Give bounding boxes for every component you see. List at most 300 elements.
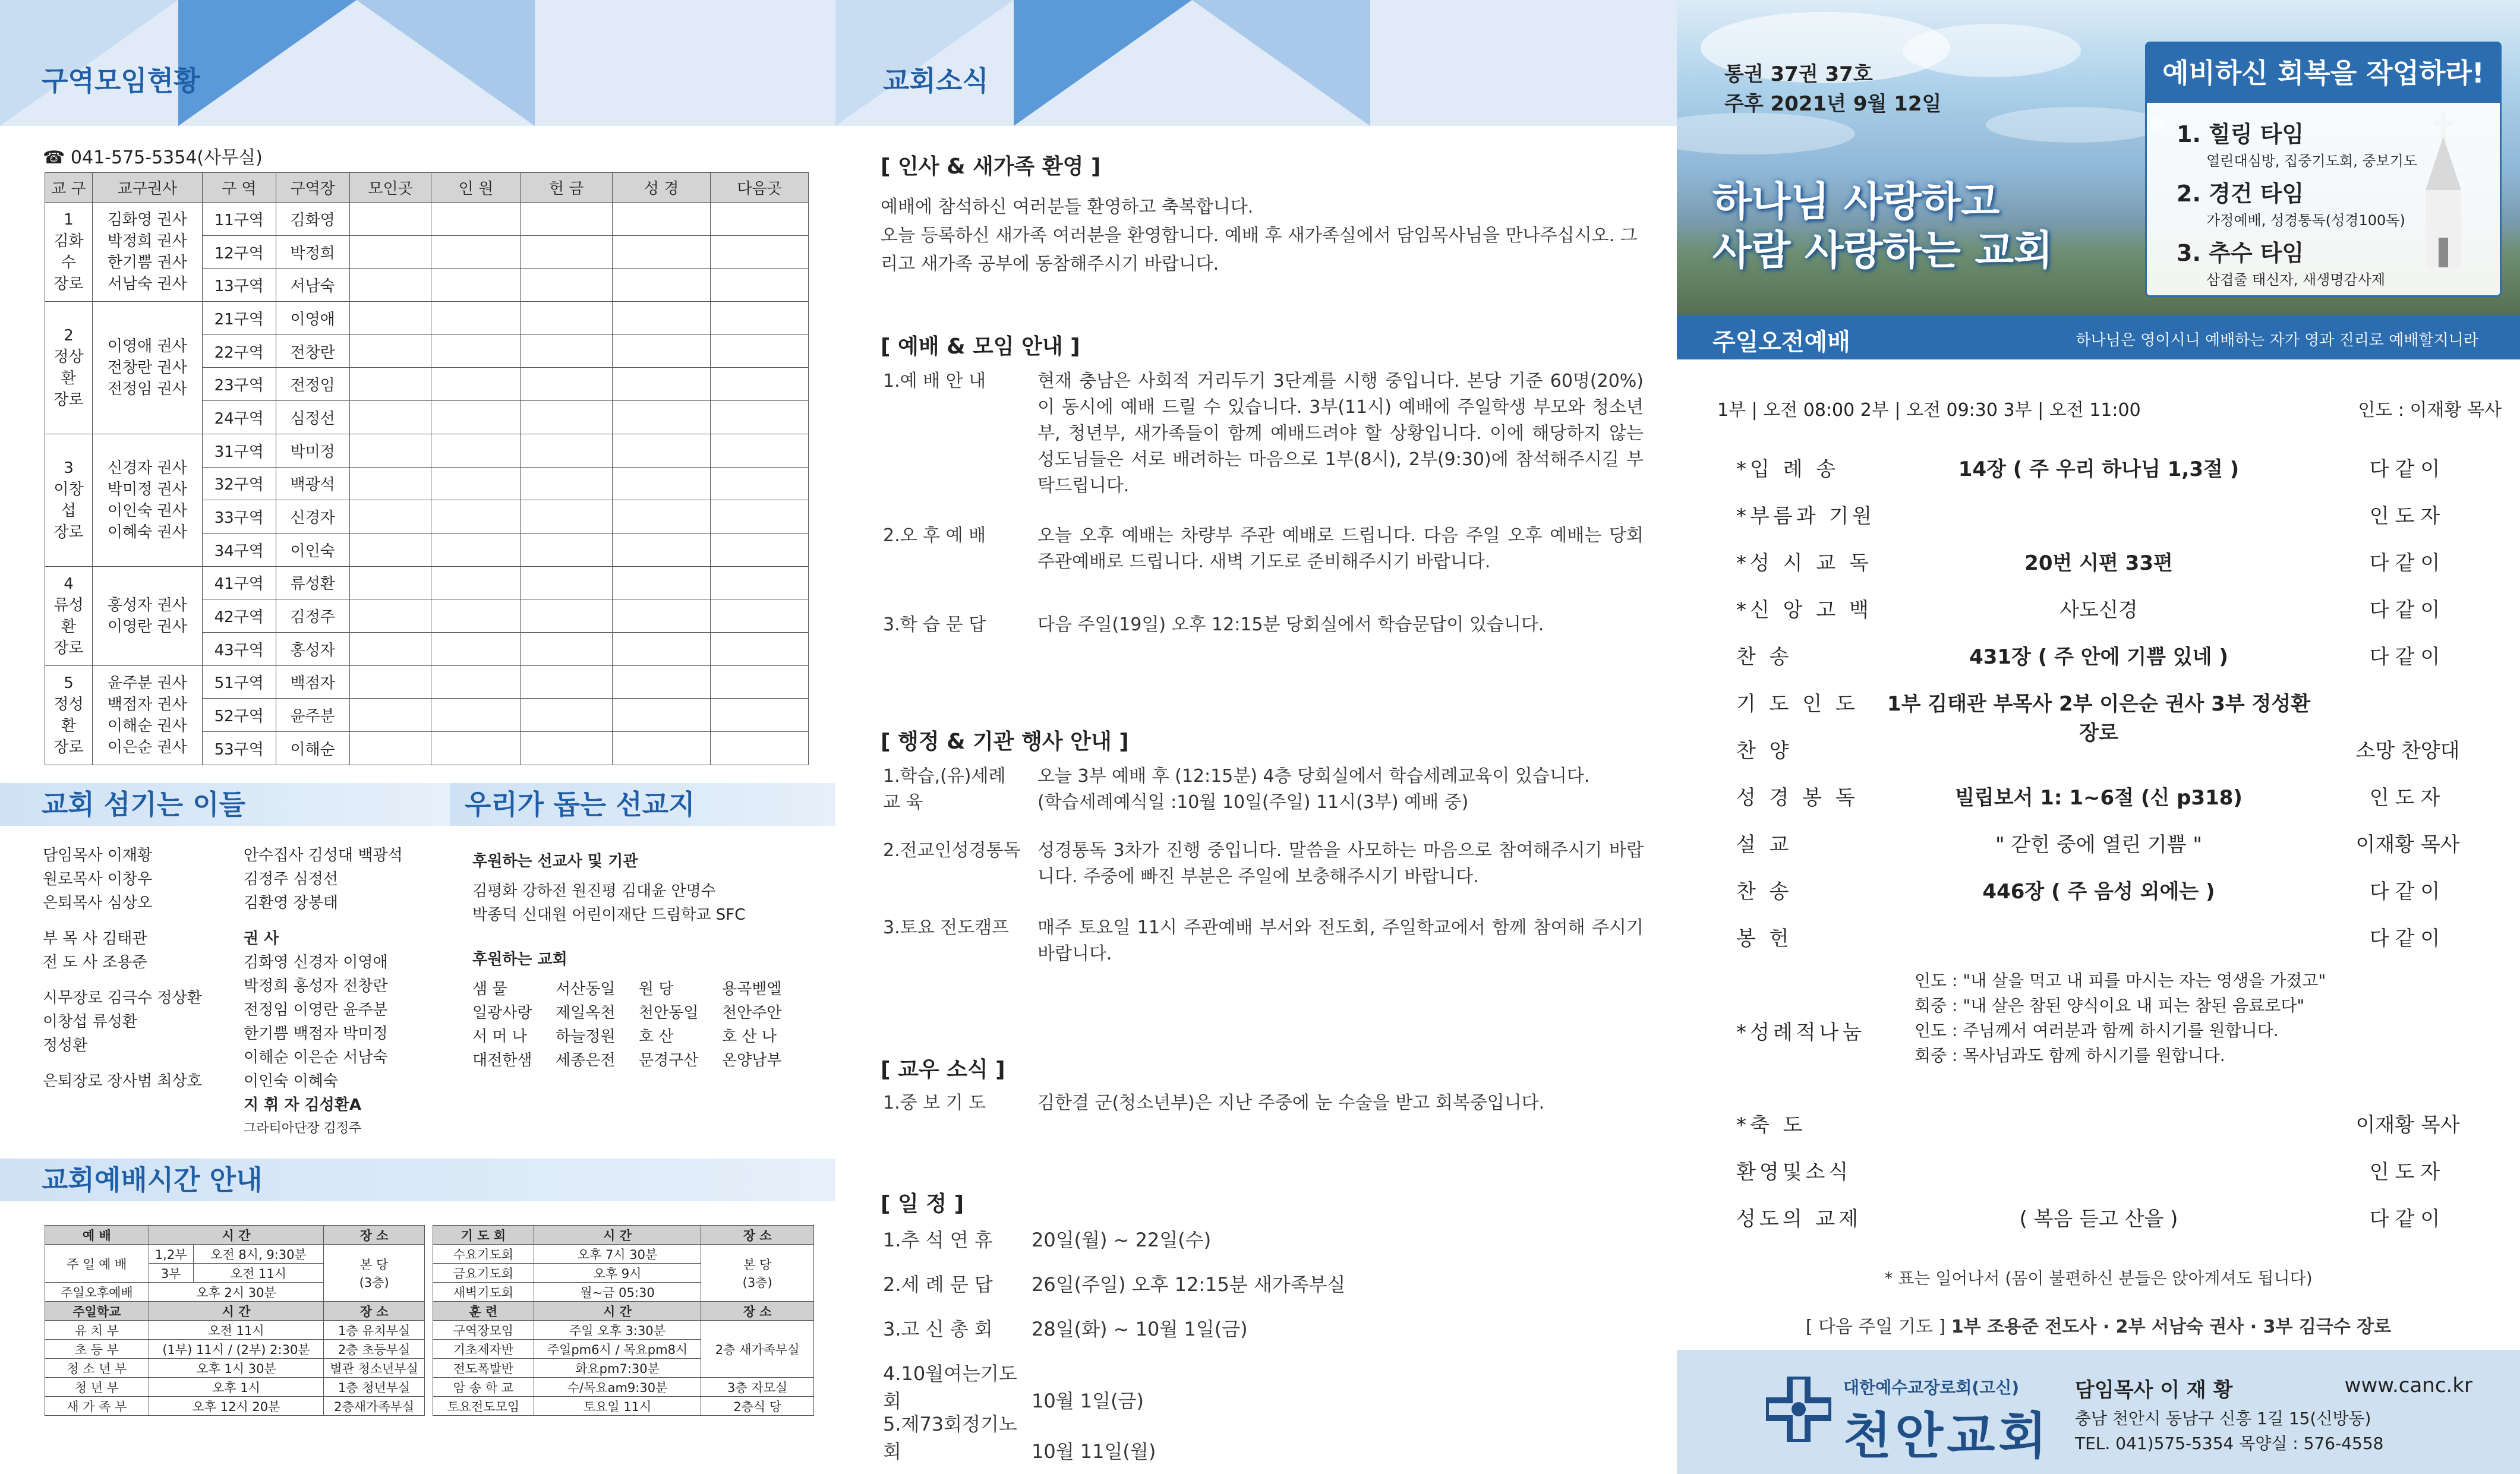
order-content: 사도신경 bbox=[2059, 598, 2138, 622]
cell-leader: 전창란 bbox=[276, 334, 349, 368]
district-leader-line: 류성환 bbox=[53, 596, 84, 636]
times-head: 장 소 bbox=[324, 1226, 425, 1245]
order-row bbox=[1677, 594, 2520, 623]
blank-cell[interactable] bbox=[349, 665, 431, 699]
blank-cell[interactable] bbox=[431, 401, 521, 434]
motto-item-3: 3. 추수 타임 bbox=[2177, 240, 2304, 266]
schedule-label: 2.세 례 문 답 bbox=[883, 1273, 993, 1296]
times-title: 교회예배시간 안내 bbox=[42, 1164, 263, 1196]
times-row bbox=[45, 1397, 425, 1416]
cell-group: 23구역 bbox=[202, 368, 276, 401]
prayer-times-table bbox=[433, 1225, 814, 1416]
district-title: 구역모임현황 bbox=[42, 65, 200, 97]
blank-cell[interactable] bbox=[613, 533, 711, 566]
schedule-heading: [ 일 정 ] bbox=[881, 1192, 964, 1216]
serve-section-bar bbox=[0, 783, 450, 826]
dist-header-cell: 헌 금 bbox=[521, 173, 613, 203]
order-content: 431장 ( 주 안에 기쁨 있네 ) bbox=[1969, 645, 2228, 669]
times-name: 주일오후예배 bbox=[45, 1283, 149, 1302]
supported-church: 샘 물 bbox=[472, 980, 507, 998]
cell-leader: 이인숙 bbox=[276, 533, 349, 566]
district-row bbox=[45, 665, 809, 699]
schedule-value: 10월 11일(월) bbox=[1032, 1440, 1156, 1463]
times-place: 본 당 (3층) bbox=[324, 1245, 425, 1302]
news-item bbox=[883, 915, 1644, 967]
blank-cell[interactable] bbox=[521, 732, 613, 765]
district-leader-line: 장로 bbox=[53, 275, 84, 293]
blank-cell[interactable] bbox=[431, 434, 521, 467]
order-content: 20번 시편 33편 bbox=[2024, 551, 2173, 575]
order-leader: 다같이 bbox=[2369, 645, 2446, 669]
news-item-text: 현재 충남은 사회적 거리두기 3단계를 시행 중입니다. 본당 기준 60명(20%)이 동시에 예배 드릴 수 있습니다. 3부(11시) 예배에 주일학생 부모와 청소년부, 청년부, 새가족들이 함께 예배드려야 할 상황입니다. 이에 해당하지 않는 성도님들은 서로 배려하는 마음으로 1부(8시), 2부(9:30)에 참석해주시길 부탁드립니다. bbox=[1037, 371, 1644, 496]
times-time: 오후 2시 30분 bbox=[149, 1283, 324, 1302]
staff-line: 한기쁨 백점자 박미정 bbox=[244, 1025, 388, 1043]
district-leader bbox=[45, 434, 93, 566]
times-time: 오전 8시, 9:30분 bbox=[193, 1245, 324, 1264]
blank-cell[interactable] bbox=[521, 203, 613, 236]
issue-volume: 통권 37권 37호 bbox=[1724, 62, 1873, 86]
mission-head-1: 후원하는 선교사 및 기관 bbox=[472, 853, 638, 870]
blank-cell[interactable] bbox=[349, 203, 431, 236]
district-member: 윤주분 권사 bbox=[107, 674, 187, 692]
times-time: 오후 1시 30분 bbox=[149, 1359, 324, 1378]
district-leader bbox=[45, 302, 93, 434]
order-item: *입 례 송 bbox=[1736, 457, 1840, 481]
supported-church: 원 당 bbox=[639, 980, 674, 998]
blank-cell[interactable] bbox=[431, 500, 521, 534]
stand-note: * 표는 일어나서 (몸이 불편하신 분들은 앉아계셔도 됩니다) bbox=[1884, 1268, 2313, 1288]
blank-cell[interactable] bbox=[349, 732, 431, 765]
district-leader-line: 5 bbox=[64, 674, 74, 692]
blank-cell[interactable] bbox=[431, 269, 521, 302]
dist-header-cell: 교구권사 bbox=[92, 173, 202, 203]
pastor-name: 담임목사 이 재 황 bbox=[2075, 1378, 2233, 1402]
district-member: 박정희 권사 bbox=[107, 232, 187, 251]
blank-cell[interactable] bbox=[711, 334, 809, 368]
blank-cell[interactable] bbox=[711, 665, 809, 699]
district-leader-line: 장로 bbox=[53, 390, 84, 409]
blank-cell[interactable] bbox=[521, 599, 613, 633]
slogan-line-2: 사람 사랑하는 교회 bbox=[1712, 228, 2053, 274]
blank-cell[interactable] bbox=[431, 467, 521, 500]
blank-cell[interactable] bbox=[431, 334, 521, 368]
times-name: 토요전도모임 bbox=[433, 1397, 534, 1416]
district-leader-line: 장로 bbox=[53, 639, 84, 657]
blank-cell[interactable] bbox=[711, 401, 809, 434]
supported-church: 서산동일 bbox=[556, 980, 616, 998]
staff-line: 담임목사 이재황 bbox=[43, 847, 153, 864]
times-place: 1층 청년부실 bbox=[324, 1378, 425, 1397]
blank-cell[interactable] bbox=[431, 599, 521, 633]
blank-cell[interactable] bbox=[521, 334, 613, 368]
order-leader: 다같이 bbox=[2369, 598, 2446, 622]
times-time: 수/목요am9:30분 bbox=[534, 1378, 701, 1397]
schedule-label: 5.제73회정기노회 bbox=[883, 1413, 1017, 1463]
blank-cell[interactable] bbox=[521, 401, 613, 434]
blank-cell[interactable] bbox=[521, 302, 613, 335]
blank-cell[interactable] bbox=[349, 599, 431, 633]
church-slogan bbox=[1712, 178, 2053, 276]
blank-cell[interactable] bbox=[613, 368, 711, 401]
times-header-row bbox=[45, 1226, 425, 1245]
staff-list-1 bbox=[43, 844, 239, 1093]
blank-cell[interactable] bbox=[431, 203, 521, 236]
blank-cell[interactable] bbox=[711, 500, 809, 534]
supported-church: 대전한샘 bbox=[472, 1052, 532, 1069]
staff-line bbox=[43, 1058, 239, 1069]
denomination: 대한예수교장로회(고신) bbox=[1843, 1378, 2020, 1397]
staff-line: 안수집사 김성대 백광석 bbox=[244, 847, 403, 864]
order-row bbox=[1677, 828, 2520, 858]
communion-line: 회중 : 목사님과도 함께 하시기를 원합니다. bbox=[1915, 1046, 2225, 1065]
blank-cell[interactable] bbox=[613, 203, 711, 236]
blank-cell[interactable] bbox=[613, 334, 711, 368]
blank-cell[interactable] bbox=[613, 732, 711, 765]
cell-leader: 류성환 bbox=[276, 566, 349, 599]
cell-group: 22구역 bbox=[202, 334, 276, 368]
blank-cell[interactable] bbox=[711, 467, 809, 500]
times-name: 전도폭발반 bbox=[433, 1359, 534, 1378]
times-time: (1부) 11시 / (2부) 2:30분 bbox=[149, 1340, 324, 1359]
supported-church: 용곡벧엘 bbox=[722, 980, 782, 998]
district-leader bbox=[45, 665, 93, 765]
cell-leader: 서남숙 bbox=[276, 269, 349, 302]
times-time: 주일 오후 3:30분 bbox=[534, 1321, 701, 1340]
blank-cell[interactable] bbox=[521, 368, 613, 401]
district-leader-line: 장로 bbox=[53, 738, 84, 756]
blank-cell[interactable] bbox=[521, 632, 613, 665]
district-row bbox=[45, 203, 809, 236]
news-item-label: 1.학습,(유)세례 교 육 bbox=[883, 766, 1006, 813]
district-member: 이영란 권사 bbox=[107, 617, 187, 636]
times-row bbox=[45, 1321, 425, 1340]
cell-group: 51구역 bbox=[202, 665, 276, 699]
order-row bbox=[1677, 1156, 2520, 1185]
motto-head: 예비하신 회복을 작업하라! bbox=[2147, 43, 2500, 103]
cell-group: 52구역 bbox=[202, 699, 276, 732]
blank-cell[interactable] bbox=[431, 533, 521, 566]
communion-label: *성례적나눔 bbox=[1736, 1021, 1866, 1044]
supported-church: 천안동일 bbox=[639, 1004, 699, 1022]
cell-group: 11구역 bbox=[202, 203, 276, 236]
staff-line: 김화영 신경자 이영애 bbox=[244, 954, 388, 971]
staff-line: 부 목 사 김태관 bbox=[43, 930, 147, 948]
news-item bbox=[883, 1090, 1644, 1116]
dist-header-cell: 구 역 bbox=[202, 173, 276, 203]
blank-cell[interactable] bbox=[613, 467, 711, 500]
blank-cell[interactable] bbox=[711, 269, 809, 302]
supported-church: 온양남부 bbox=[722, 1052, 782, 1069]
staff-line: 은퇴장로 장사범 최상호 bbox=[43, 1072, 202, 1090]
order-leader: 다같이 bbox=[2369, 551, 2446, 575]
staff-line: 전 도 사 조용준 bbox=[43, 954, 147, 971]
staff-line: 시무장로 김극수 정상환 bbox=[43, 989, 202, 1007]
blank-cell[interactable] bbox=[349, 566, 431, 599]
blank-cell[interactable] bbox=[431, 699, 521, 732]
schedule-label: 1.추 석 연 휴 bbox=[883, 1229, 993, 1251]
blank-cell[interactable] bbox=[521, 533, 613, 566]
times-time: 오전 11시 bbox=[193, 1264, 324, 1283]
schedule-label: 4.10월여는기도회 bbox=[883, 1362, 1017, 1412]
district-members bbox=[92, 203, 202, 302]
schedule-item bbox=[883, 1270, 1345, 1297]
district-member: 신경자 권사 bbox=[107, 459, 187, 477]
blank-cell[interactable] bbox=[431, 665, 521, 699]
staff-line: 원로목사 이창우 bbox=[43, 870, 153, 888]
district-leader-line: 정성환 bbox=[53, 695, 84, 735]
service-title: 주일오전예배 bbox=[1712, 329, 1850, 356]
church-address bbox=[2075, 1406, 2383, 1456]
blank-cell[interactable] bbox=[431, 732, 521, 765]
church-icon bbox=[2408, 113, 2479, 267]
times-head: 시 간 bbox=[534, 1302, 701, 1321]
website-link[interactable]: www.canc.kr bbox=[2344, 1374, 2472, 1397]
blank-cell[interactable] bbox=[711, 203, 809, 236]
service-leader: 인도 : 이재황 목사 bbox=[2358, 400, 2502, 421]
communion-line: 인도 : "내 살을 먹고 내 피를 마시는 자는 영생을 가졌고" bbox=[1915, 971, 2326, 990]
staff-line: 권 사 bbox=[244, 930, 279, 948]
blank-cell[interactable] bbox=[349, 500, 431, 534]
times-time: 오후 12시 20분 bbox=[149, 1397, 324, 1416]
staff-line: 이인숙 이혜숙 bbox=[244, 1072, 338, 1090]
district-member: 백점자 권사 bbox=[107, 695, 187, 714]
blank-cell[interactable] bbox=[349, 467, 431, 500]
times-name: 새벽기도회 bbox=[433, 1283, 534, 1302]
times-name: 기초제자반 bbox=[433, 1340, 534, 1359]
blank-cell[interactable] bbox=[349, 434, 431, 467]
members-heading: [ 교우 소식 ] bbox=[881, 1058, 1005, 1082]
blank-cell[interactable] bbox=[349, 334, 431, 368]
address-line: 충남 천안시 동남구 신흥 1길 15(신방동) bbox=[2075, 1409, 2371, 1428]
cell-leader: 윤주분 bbox=[276, 699, 349, 732]
blank-cell[interactable] bbox=[711, 368, 809, 401]
news-item-label: 3.토요 전도캠프 bbox=[883, 917, 1010, 938]
motto-sub-2: 가정예배, 성경통독(성경100독) bbox=[2206, 212, 2405, 229]
blank-cell[interactable] bbox=[521, 434, 613, 467]
order-item: 찬 양 bbox=[1736, 739, 1793, 763]
blank-cell[interactable] bbox=[711, 235, 809, 269]
blank-cell[interactable] bbox=[613, 699, 711, 732]
blank-cell[interactable] bbox=[613, 302, 711, 335]
news-item-text: 오늘 3부 예배 후 (12:15분) 4층 당회실에서 학습세례교육이 있습니다. (학습세례예식일 :10월 10일(주일) 11시(3부) 예배 중) bbox=[1037, 766, 1590, 813]
church-logo-icon bbox=[1766, 1377, 1831, 1442]
supported-church: 천안주안 bbox=[722, 1004, 782, 1022]
order-leader: 다같이 bbox=[2369, 927, 2446, 951]
staff-line: 그라티아단장 김정주 bbox=[244, 1121, 362, 1136]
blank-cell[interactable] bbox=[521, 467, 613, 500]
district-leader-line: 2 bbox=[64, 326, 74, 345]
blank-cell[interactable] bbox=[349, 302, 431, 335]
welcome-text: 예배에 참석하신 여러분들 환영하고 축복합니다. 오늘 등록하신 새가족 여러분을 환영합니다. 예배 후 새가족실에서 담임목사님을 만나주십시오. 그리고 새가족 공부에 동참해주시기 바랍니다. bbox=[881, 197, 1638, 274]
supported-church-row bbox=[472, 1049, 823, 1072]
staff-line bbox=[244, 915, 469, 927]
worship-order-panel bbox=[1677, 0, 2520, 1474]
cell-group: 24구역 bbox=[202, 401, 276, 434]
cell-group: 34구역 bbox=[202, 533, 276, 566]
blank-cell[interactable] bbox=[431, 302, 521, 335]
blank-cell[interactable] bbox=[613, 665, 711, 699]
times-row bbox=[45, 1340, 425, 1359]
times-place: 3층 자모실 bbox=[701, 1378, 814, 1397]
footer bbox=[1677, 1350, 2520, 1474]
hero-banner bbox=[1677, 0, 2520, 315]
district-leader-line: 이창섭 bbox=[53, 480, 84, 520]
staff-line: 김환영 장봉태 bbox=[244, 894, 338, 912]
admin-heading: [ 행정 & 기관 행사 안내 ] bbox=[881, 730, 1129, 754]
next-prayer-names: 1부 조용준 전도사 · 2부 서남숙 권사 · 3부 김극수 장로 bbox=[1951, 1317, 2392, 1337]
order-row bbox=[1677, 547, 2520, 576]
order-row bbox=[1677, 687, 2520, 745]
blank-cell[interactable] bbox=[613, 434, 711, 467]
district-table bbox=[45, 172, 809, 765]
times-place: 본 당 (3층) bbox=[701, 1245, 814, 1302]
district-header bbox=[0, 0, 835, 126]
cell-leader: 박미정 bbox=[276, 434, 349, 467]
next-prayer bbox=[1677, 1312, 2520, 1338]
missionary-line: 박종덕 신대원 어린이재단 드림학교 SFC bbox=[472, 906, 746, 924]
worship-heading: [ 예배 & 모임 안내 ] bbox=[881, 334, 1080, 359]
blank-cell[interactable] bbox=[613, 599, 711, 633]
service-times bbox=[1717, 395, 2502, 421]
times-name: 수요기도회 bbox=[433, 1245, 534, 1264]
schedule-label: 3.고 신 총 회 bbox=[883, 1318, 993, 1340]
times-time: 오후 7시 30분 bbox=[534, 1245, 701, 1264]
cell-leader: 심정선 bbox=[276, 401, 349, 434]
order-row bbox=[1677, 875, 2520, 905]
district-leader bbox=[45, 566, 93, 665]
district-member: 박미정 권사 bbox=[107, 480, 187, 498]
order-item: 환영및소식 bbox=[1736, 1160, 1852, 1184]
news-item-label: 2.전교인성경통독 bbox=[883, 840, 1021, 861]
district-leader-line: 3 bbox=[64, 459, 74, 477]
order-item: 설 교 bbox=[1736, 833, 1793, 857]
order-row bbox=[1677, 1109, 2520, 1138]
issue-info bbox=[1724, 59, 1941, 119]
staff-line: 전정임 이영란 윤주분 bbox=[244, 1001, 388, 1019]
cell-group: 41구역 bbox=[202, 566, 276, 599]
tel-line: TEL. 041)575-5354 목양실 : 576-4558 bbox=[2075, 1434, 2384, 1453]
blank-cell[interactable] bbox=[521, 566, 613, 599]
district-leader-line: 1 bbox=[64, 211, 74, 229]
times-row bbox=[433, 1378, 814, 1397]
blank-cell[interactable] bbox=[349, 269, 431, 302]
blank-cell[interactable] bbox=[613, 401, 711, 434]
blank-cell[interactable] bbox=[431, 632, 521, 665]
district-leader-line: 4 bbox=[64, 575, 74, 593]
times-head: 기 도 회 bbox=[433, 1226, 534, 1245]
news-item-text: 다음 주일(19일) 오후 12:15분 당회실에서 학습문답이 있습니다. bbox=[1037, 614, 1544, 635]
blank-cell[interactable] bbox=[521, 235, 613, 269]
times-head: 시 간 bbox=[534, 1226, 701, 1245]
district-leader bbox=[45, 203, 93, 302]
blank-cell[interactable] bbox=[349, 368, 431, 401]
order-item: *축 도 bbox=[1736, 1113, 1806, 1137]
order-row bbox=[1677, 640, 2520, 670]
dist-header-cell: 인 원 bbox=[431, 173, 521, 203]
order-leader: 이재황 목사 bbox=[2355, 1113, 2460, 1137]
blank-cell[interactable] bbox=[711, 533, 809, 566]
blank-cell[interactable] bbox=[521, 500, 613, 534]
supported-church: 제일옥천 bbox=[556, 1004, 616, 1022]
blank-cell[interactable] bbox=[711, 434, 809, 467]
cell-leader: 김정주 bbox=[276, 599, 349, 633]
blank-cell[interactable] bbox=[613, 235, 711, 269]
supported-church: 호 산 나 bbox=[722, 1028, 777, 1046]
order-item: *부름과 기원 bbox=[1736, 504, 1876, 528]
times-name: 유 치 부 bbox=[45, 1321, 149, 1340]
blank-cell[interactable] bbox=[613, 269, 711, 302]
order-leader: 인도자 bbox=[2369, 504, 2446, 528]
times-time: 오후 1시 bbox=[149, 1378, 324, 1397]
order-item: 찬 송 bbox=[1736, 645, 1793, 669]
blank-cell[interactable] bbox=[349, 632, 431, 665]
order-content: " 갇힌 중에 열린 기쁨 " bbox=[1995, 833, 2203, 857]
blank-cell[interactable] bbox=[349, 533, 431, 566]
blank-cell[interactable] bbox=[521, 269, 613, 302]
district-members bbox=[92, 566, 202, 665]
news-item bbox=[883, 612, 1644, 638]
issue-date: 주후 2021년 9월 12일 bbox=[1724, 92, 1942, 116]
order-leader: 다같이 bbox=[2369, 880, 2446, 904]
cell-leader: 신경자 bbox=[276, 500, 349, 534]
district-members bbox=[92, 302, 202, 434]
blank-cell[interactable] bbox=[431, 368, 521, 401]
blank-cell[interactable] bbox=[613, 566, 711, 599]
times-row bbox=[45, 1245, 425, 1264]
blank-cell[interactable] bbox=[349, 401, 431, 434]
blank-cell[interactable] bbox=[613, 632, 711, 665]
communion-line: 회중 : "내 살은 참된 양식이요 내 피는 참된 음료로다" bbox=[1915, 996, 2305, 1015]
order-leader: 인도자 bbox=[2369, 1160, 2446, 1184]
times-row bbox=[433, 1245, 814, 1264]
schedule-value: 28일(화) ~ 10월 1일(금) bbox=[1032, 1318, 1248, 1340]
order-item: *성 시 교 독 bbox=[1736, 551, 1872, 575]
blank-cell[interactable] bbox=[521, 665, 613, 699]
cell-group: 31구역 bbox=[202, 434, 276, 467]
blank-cell[interactable] bbox=[711, 566, 809, 599]
blank-cell[interactable] bbox=[521, 699, 613, 732]
blank-cell[interactable] bbox=[431, 566, 521, 599]
staff-line: 박정희 홍성자 전창란 bbox=[244, 977, 388, 995]
blank-cell[interactable] bbox=[711, 699, 809, 732]
cell-leader: 김화영 bbox=[276, 203, 349, 236]
district-member: 이혜숙 권사 bbox=[107, 523, 187, 541]
blank-cell[interactable] bbox=[613, 500, 711, 534]
staff-line: 지 휘 자 김성환A bbox=[244, 1096, 361, 1114]
blank-cell[interactable] bbox=[711, 302, 809, 335]
order-row bbox=[1677, 734, 2520, 764]
blank-cell[interactable] bbox=[349, 235, 431, 269]
blank-cell[interactable] bbox=[349, 699, 431, 732]
times-row bbox=[45, 1359, 425, 1378]
blank-cell[interactable] bbox=[711, 732, 809, 765]
times-row bbox=[45, 1378, 425, 1397]
cell-leader: 박정희 bbox=[276, 235, 349, 269]
news-item bbox=[883, 368, 1644, 499]
cell-leader: 이영애 bbox=[276, 302, 349, 335]
blank-cell[interactable] bbox=[711, 599, 809, 633]
mission-head-2: 후원하는 교회 bbox=[472, 951, 567, 968]
church-name: 천안교회 bbox=[1843, 1407, 2051, 1465]
cell-group: 32구역 bbox=[202, 467, 276, 500]
schedule-item bbox=[883, 1225, 1211, 1252]
order-item: 찬 송 bbox=[1736, 880, 1793, 904]
staff-line: 이해순 이은순 서남숙 bbox=[244, 1049, 388, 1066]
blank-cell[interactable] bbox=[711, 632, 809, 665]
blank-cell[interactable] bbox=[431, 235, 521, 269]
district-members bbox=[92, 665, 202, 765]
times-part: 1,2부 bbox=[149, 1245, 193, 1264]
